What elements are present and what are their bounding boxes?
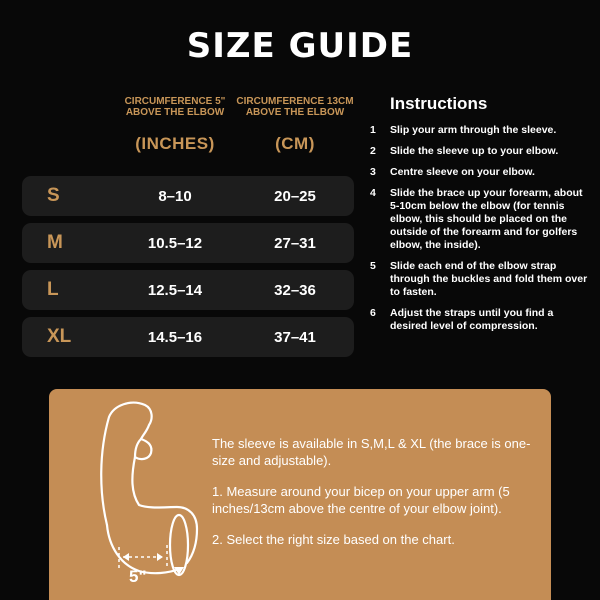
step-number: 6 [370,307,376,319]
size-label: M [47,232,63,253]
instruction-step [370,260,592,299]
size-label: XL [47,326,72,347]
panel-text [212,435,542,562]
size-row-xl [22,317,354,357]
size-row-m [22,223,354,263]
column-heading: CIRCUMFERENCE 13CM ABOVE THE ELBOW [236,96,354,118]
instruction-step [370,307,592,333]
size-table [22,176,354,364]
page-title: SIZE GUIDE [186,26,414,66]
step-text: Slip your arm through the sleeve. [390,124,557,136]
instructions-title: Instructions [390,94,488,113]
arm-measure-label: 5" [129,567,147,586]
step-text: Slide each end of the elbow strap through the buckles and fold them over to fasten. [390,260,588,298]
column-unit: (CM) [275,134,315,153]
size-cm: 32–36 [274,281,316,299]
instruction-step [370,187,592,252]
instruction-step [370,145,592,158]
step-text: Centre sleeve on your elbow. [390,166,535,178]
size-cm: 20–25 [274,187,316,205]
panel-paragraph: The sleeve is available in S,M,L & XL (the brace is one-size and adjustable). [212,436,531,468]
size-inches: 8–10 [158,187,192,205]
size-row-l [22,270,354,310]
size-label: L [47,279,59,300]
size-cm: 27–31 [274,234,316,252]
panel-paragraph: 1. Measure around your bicep on your upper arm (5 inches/13cm above the centre of your elbow joint). [212,484,510,516]
column-header-inches [110,96,240,154]
instructions [370,94,592,341]
step-number: 2 [370,145,376,157]
column-header-cm [230,96,360,154]
step-number: 4 [370,187,376,199]
size-cm: 37–41 [274,328,316,346]
arrow-left-icon [123,553,129,561]
step-number: 3 [370,166,376,178]
size-inches: 14.5–16 [147,328,203,346]
measure-panel [49,389,551,600]
step-number: 1 [370,124,376,136]
step-text: Slide the brace up your forearm, about 5-10cm below the elbow (for tennis elbow, this should be placed on the outside of the forearm and for golfers elbow, the inside). [390,187,583,251]
panel-paragraph: 2. Select the right size based on the chart. [212,532,455,547]
size-inches: 10.5–12 [147,234,203,252]
instruction-step [370,166,592,179]
size-inches: 12.5–14 [147,281,203,299]
column-unit: (INCHES) [135,134,215,153]
step-text: Adjust the straps until you find a desired level of compression. [390,307,554,332]
size-label: S [47,185,60,206]
column-heading: CIRCUMFERENCE 5" ABOVE THE ELBOW [124,96,226,118]
size-row-s [22,176,354,216]
arm-measure-icon [69,397,209,600]
instruction-step [370,124,592,137]
step-number: 5 [370,260,376,272]
arrow-right-icon [157,553,163,561]
step-text: Slide the sleeve up to your elbow. [390,145,559,157]
